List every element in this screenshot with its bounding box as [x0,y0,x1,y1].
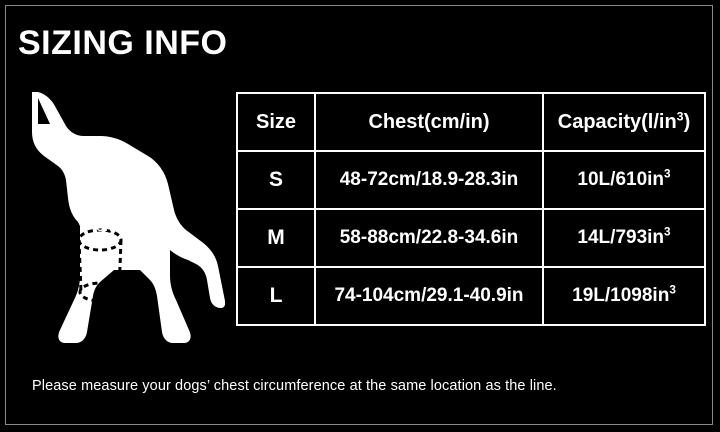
chest-measure-label: CHEST [96,222,136,234]
cell-size-l: L [237,267,315,325]
cell-capacity-s-sup: 3 [664,167,671,181]
header-capacity-sup: 3 [676,108,684,123]
cell-capacity-l-sup: 3 [669,283,676,297]
header-size: Size [237,93,315,151]
dog-diagram [10,80,225,350]
cell-capacity-l-main: 19L/1098in [572,285,670,306]
header-capacity-suffix: ) [683,110,691,133]
table-row [237,267,705,325]
cell-capacity-m [543,209,705,267]
sizing-table [236,92,706,326]
header-capacity-prefix: Capacity(l/in [557,110,677,133]
cell-chest-m: 58-88cm/22.8-34.6in [315,209,543,267]
cell-size-m: M [237,209,315,267]
page-title: SIZING INFO [18,24,228,62]
cell-capacity-s [543,151,705,209]
cell-size-s: S [237,151,315,209]
measurement-footnote: Please measure your dogs’ chest circumference at the same location as the line. [32,378,557,394]
dog-silhouette-icon [10,80,225,350]
header-chest: Chest(cm/in) [315,93,543,151]
cell-capacity-m-sup: 3 [664,225,671,239]
cell-capacity-m-main: 14L/793in [577,227,665,248]
header-capacity [543,93,705,151]
cell-chest-s: 48-72cm/18.9-28.3in [315,151,543,209]
cell-capacity-s-main: 10L/610in [577,169,665,190]
cell-capacity-l [543,267,705,325]
cell-chest-l: 74-104cm/29.1-40.9in [315,267,543,325]
table-header-row [237,93,705,151]
table-row [237,151,705,209]
table-row [237,209,705,267]
